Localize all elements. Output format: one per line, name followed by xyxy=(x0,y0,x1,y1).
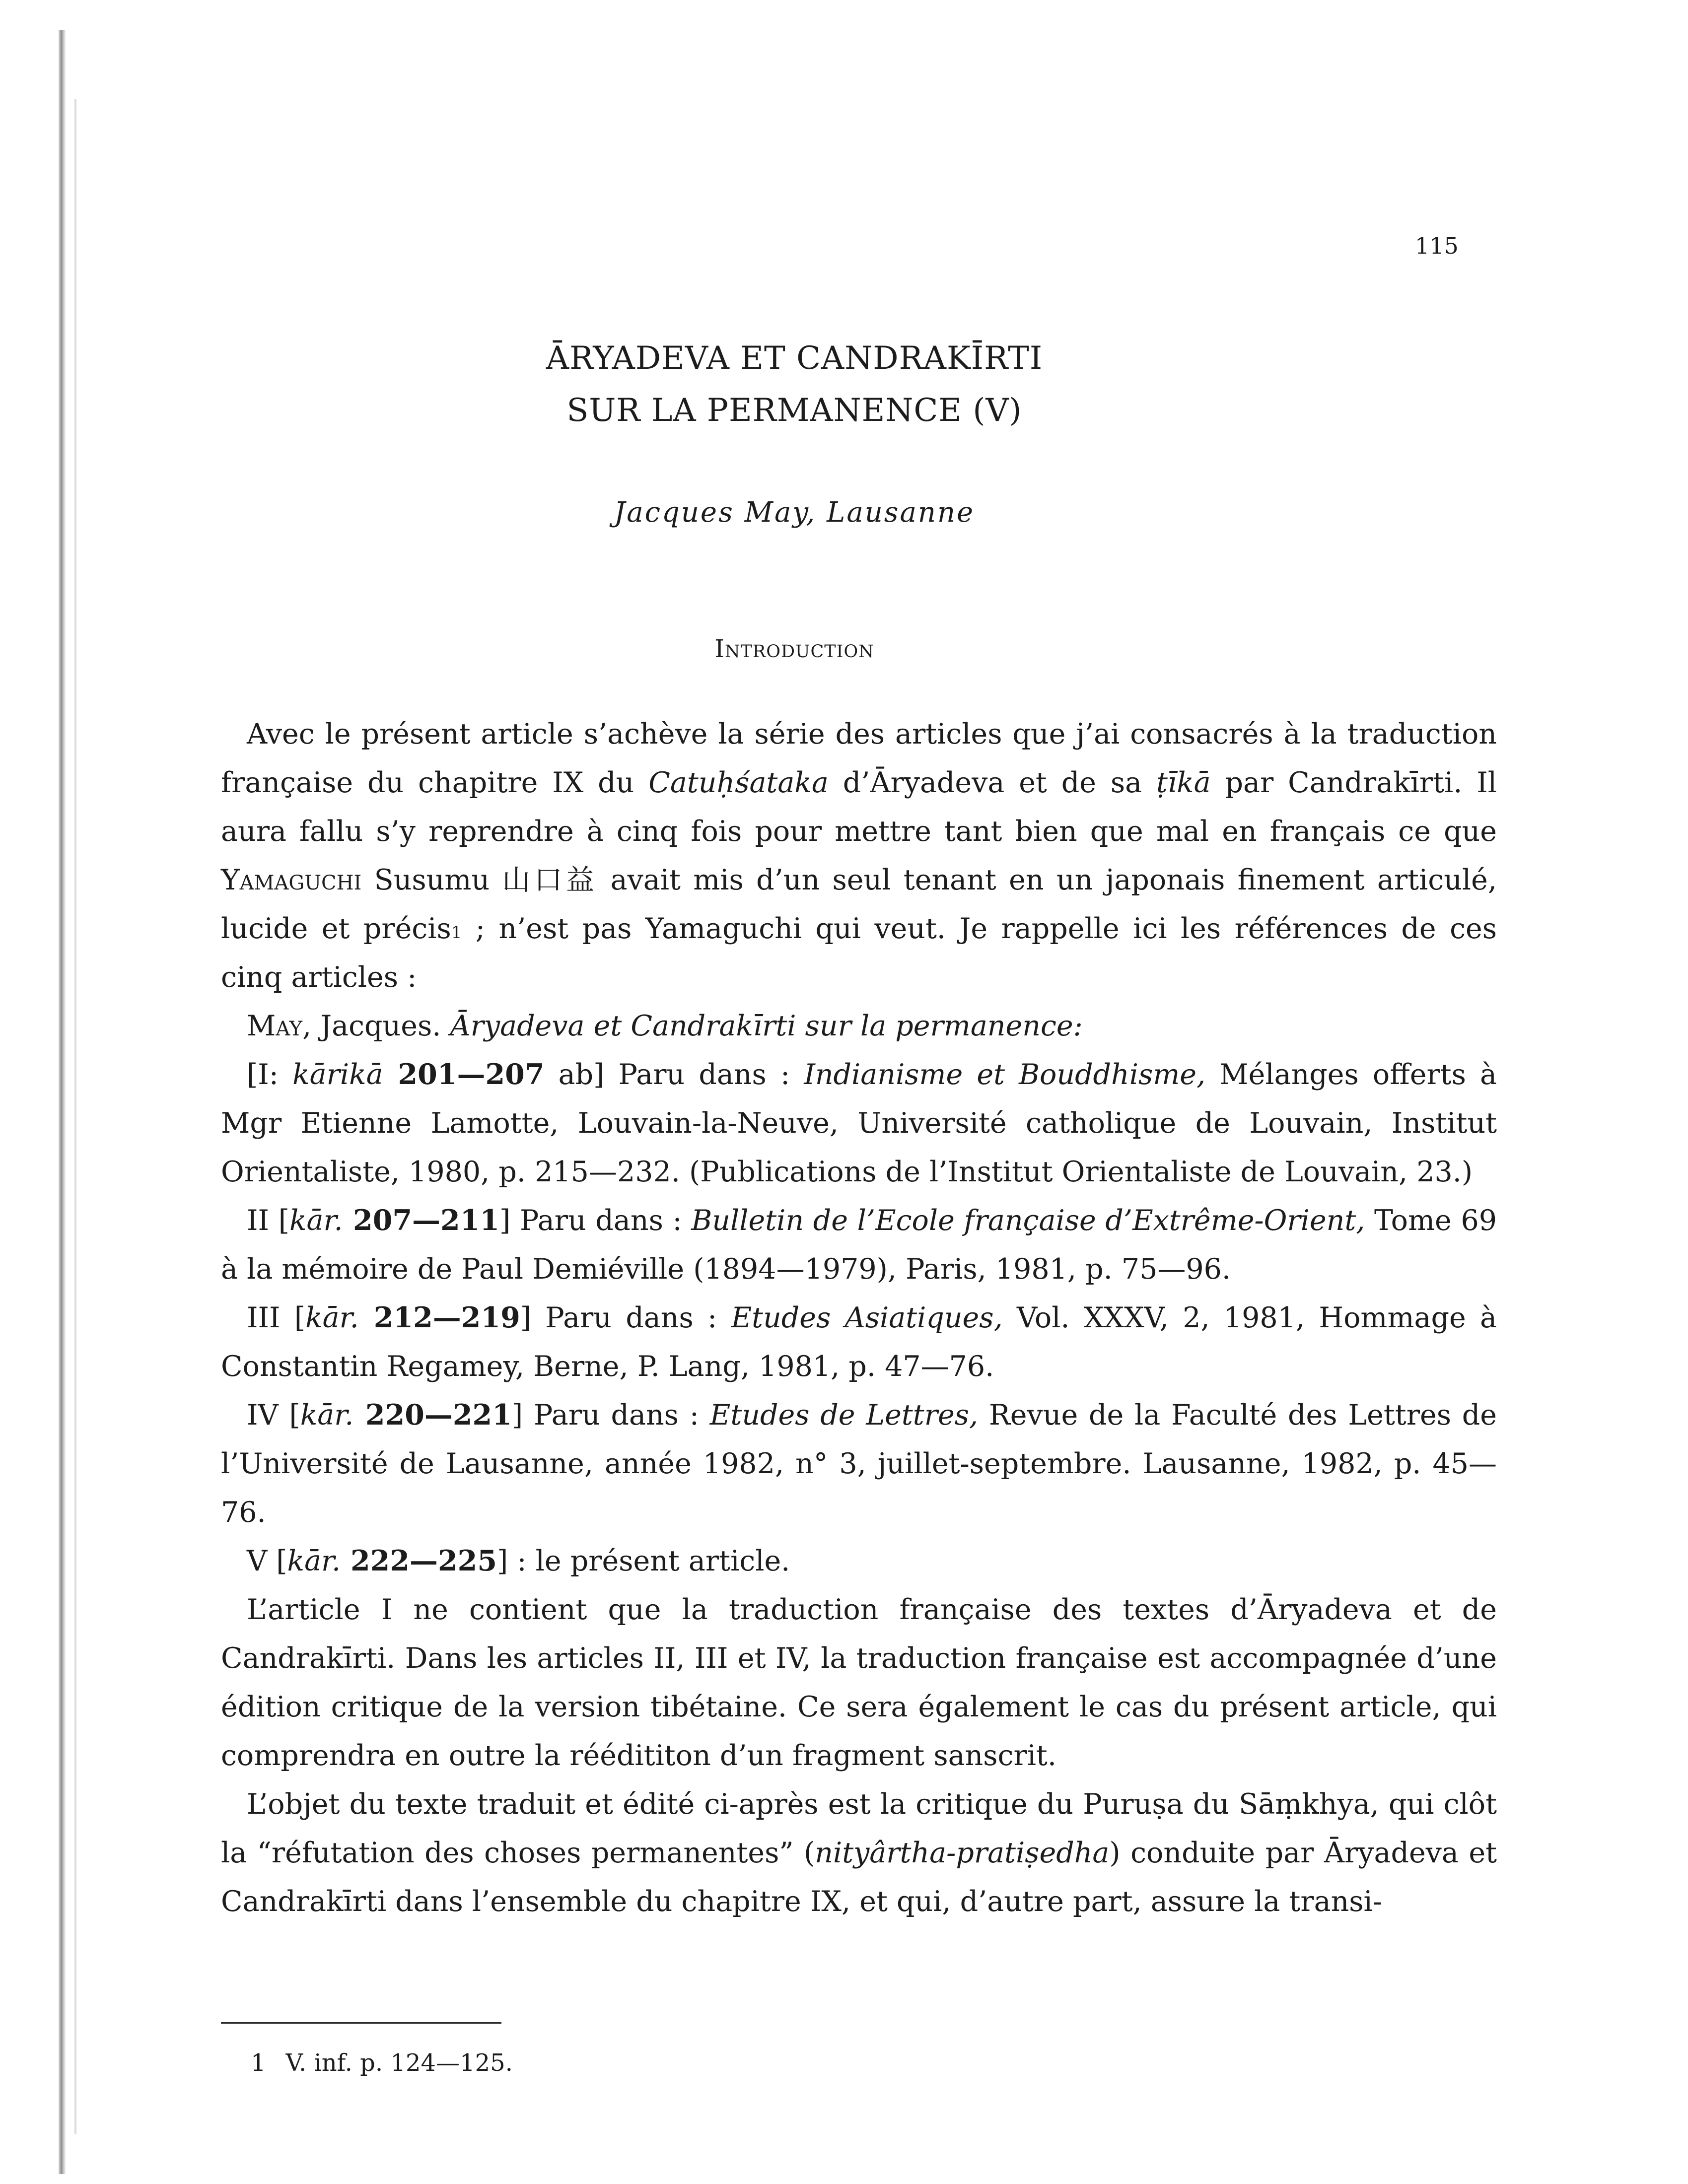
reference-item-4: IV [kār. 220—221] Paru dans : Etudes de Lettres, Revue de la Faculté des Lettres de l’Université de Lausanne, année 1982, n° 3, juillet-septembre. Lausanne, 1982, p. 45—76. xyxy=(221,1398,1497,1529)
author-line: Jacques May, Lausanne xyxy=(614,496,975,529)
footnote-text: V. inf. p. 124—125. xyxy=(285,2049,513,2077)
reference-item-5: V [kār. 222—225] : le présent article. xyxy=(247,1544,790,1577)
footnote-divider xyxy=(221,2022,501,2024)
paragraph-articles: L’article I ne contient que la traduction française des textes d’Āryadeva et de Candrakīrti. Dans les articles II, III et IV, la traduction française est accompagnée d’une édition critique de la version tibétaine. Ce sera également le cas du présent article, qui comprendra en outre la réédititon d’un fragment sanscrit. xyxy=(221,1593,1497,1772)
page-number: 115 xyxy=(1415,232,1459,259)
reference-heading: May, Jacques. Āryadeva et Candrakīrti sur la permanence: xyxy=(247,1010,1083,1042)
section-heading: Introduction xyxy=(714,634,874,663)
paragraph-intro: Avec le présent article s’achève la série des articles que j’ai consacrés à la traduction française du chapitre IX du Catuḥśataka d’Āryadeva et de sa ṭīkā par Candrakīrti. Il aura fallu s’y reprendre à cinq fois pour mettre tant bien que mal en français ce que Yamaguchi Susumu 山口益 avait mis d’un seul tenant en un japonais finement articulé, lucide et précis$^1$ ; n’est pas Yamaguchi qui veut. Je rappelle ici les références de ces cinq articles : xyxy=(221,718,1497,994)
footnote-number: 1 xyxy=(251,2049,266,2077)
article-title-line-2: SUR LA PERMANENCE (V) xyxy=(566,392,1022,429)
reference-item-1: [I: kārikā 201—207 ab] Paru dans : Indianisme et Bouddhisme, Mélanges offerts à Mgr Etienne Lamotte, Louvain-la-Neuve, Université catholique de Louvain, Institut Orientaliste, 1980, p. 215—232. (Publications de l’Institut Orientaliste de Louvain, 23.) xyxy=(221,1058,1497,1188)
paragraph-object: L’objet du texte traduit et édité ci-après est la critique du Puruṣa du Sāṃkhya, qui clôt la “réfutation des choses permanentes” (nityârtha-pratiṣedha) conduite par Āryadeva et Candrakīrti dans l’ensemble du chapitre IX, et qui, d’autre part, assure la transi- xyxy=(221,1788,1497,1918)
body-text xyxy=(221,710,1497,1926)
footnote-marker[interactable]: 1 xyxy=(451,923,462,943)
article-title-line-1: ĀRYADEVA ET CANDRAKĪRTI xyxy=(546,340,1043,377)
reference-item-2: II [kār. 207—211] Paru dans : Bulletin de l’Ecole française d’Extrême-Orient, Tome 69 à la mémoire de Paul Demiéville (1894—1979), Paris, 1981, p. 75—96. xyxy=(221,1204,1497,1286)
footnote xyxy=(251,2049,513,2077)
reference-item-3: III [kār. 212—219] Paru dans : Etudes Asiatiques, Vol. XXXV, 2, 1981, Hommage à Constantin Regamey, Berne, P. Lang, 1981, p. 47—76. xyxy=(221,1301,1497,1383)
